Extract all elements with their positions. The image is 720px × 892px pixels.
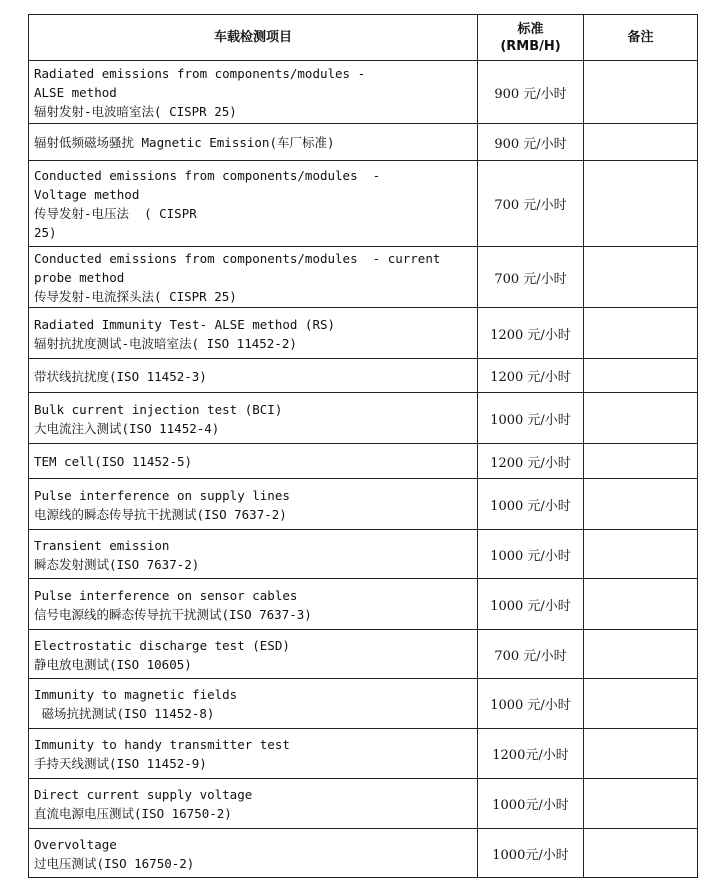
test-item-cell: Conducted emissions from components/modules - current probe method 传导发射-电流探头法( CISPR 25) [29, 247, 478, 308]
table-header-row [29, 15, 698, 61]
table-body [29, 61, 698, 878]
table-row [29, 779, 698, 829]
test-item-cell: TEM cell(ISO 11452-5) [29, 444, 478, 479]
table-row [29, 829, 698, 878]
table-row [29, 630, 698, 679]
test-item-cell: Immunity to magnetic fields 磁场抗扰测试(ISO 11452-8) [29, 679, 478, 729]
test-item-cell: 带状线抗扰度(ISO 11452-3) [29, 359, 478, 393]
note-cell [584, 61, 698, 124]
note-cell [584, 308, 698, 359]
table-row [29, 729, 698, 779]
price-cell: 1000 元/小时 [478, 579, 584, 630]
header-standard-unit: (RMB/H) [500, 38, 561, 54]
note-cell [584, 679, 698, 729]
table-row [29, 393, 698, 444]
note-cell [584, 729, 698, 779]
price-cell: 1200 元/小时 [478, 308, 584, 359]
price-cell: 700 元/小时 [478, 247, 584, 308]
note-cell [584, 479, 698, 530]
test-item-cell: Pulse interference on supply lines 电源线的瞬态传导抗干扰测试(ISO 7637-2) [29, 479, 478, 530]
table-row [29, 124, 698, 161]
table-row [29, 247, 698, 308]
test-item-cell: Conducted emissions from components/modules - Voltage method 传导发射-电压法 ( CISPR 25) [29, 161, 478, 247]
note-cell [584, 779, 698, 829]
header-standard-title: 标准 [517, 21, 544, 37]
note-cell [584, 444, 698, 479]
test-item-cell: Bulk current injection test (BCI) 大电流注入测试(ISO 11452-4) [29, 393, 478, 444]
table-row [29, 308, 698, 359]
test-item-cell: Direct current supply voltage 直流电源电压测试(ISO 16750-2) [29, 779, 478, 829]
header-note: 备注 [584, 15, 698, 61]
price-cell: 1000 元/小时 [478, 530, 584, 579]
table-row [29, 359, 698, 393]
test-item-cell: Transient emission 瞬态发射测试(ISO 7637-2) [29, 530, 478, 579]
note-cell [584, 630, 698, 679]
note-cell [584, 393, 698, 444]
header-standard [478, 15, 584, 61]
note-cell [584, 359, 698, 393]
price-cell: 700 元/小时 [478, 630, 584, 679]
test-item-cell: Radiated emissions from components/modules - ALSE method 辐射发射-电波暗室法( CISPR 25) [29, 61, 478, 124]
test-item-cell: Overvoltage 过电压测试(ISO 16750-2) [29, 829, 478, 878]
price-cell: 900 元/小时 [478, 61, 584, 124]
test-item-cell: 辐射低频磁场骚扰 Magnetic Emission(车厂标准) [29, 124, 478, 161]
note-cell [584, 124, 698, 161]
table-row [29, 530, 698, 579]
price-cell: 1200 元/小时 [478, 444, 584, 479]
table-row [29, 161, 698, 247]
header-item: 车载检测项目 [29, 15, 478, 61]
price-cell: 1000 元/小时 [478, 393, 584, 444]
test-item-cell: Immunity to handy transmitter test 手持天线测试(ISO 11452-9) [29, 729, 478, 779]
test-item-cell: Electrostatic discharge test (ESD) 静电放电测试(ISO 10605) [29, 630, 478, 679]
table-row [29, 579, 698, 630]
note-cell [584, 579, 698, 630]
note-cell [584, 829, 698, 878]
test-item-cell: Pulse interference on sensor cables 信号电源线的瞬态传导抗干扰测试(ISO 7637-3) [29, 579, 478, 630]
price-cell: 1000元/小时 [478, 829, 584, 878]
table-row [29, 444, 698, 479]
price-table [28, 14, 698, 878]
table-row [29, 479, 698, 530]
table-row [29, 679, 698, 729]
price-cell: 1000元/小时 [478, 779, 584, 829]
note-cell [584, 530, 698, 579]
note-cell [584, 161, 698, 247]
price-cell: 1200元/小时 [478, 729, 584, 779]
table-row [29, 61, 698, 124]
price-cell: 1200 元/小时 [478, 359, 584, 393]
price-cell: 700 元/小时 [478, 161, 584, 247]
note-cell [584, 247, 698, 308]
price-cell: 1000 元/小时 [478, 679, 584, 729]
test-item-cell: Radiated Immunity Test- ALSE method (RS) 辐射抗扰度测试-电波暗室法( ISO 11452-2) [29, 308, 478, 359]
price-cell: 900 元/小时 [478, 124, 584, 161]
price-cell: 1000 元/小时 [478, 479, 584, 530]
